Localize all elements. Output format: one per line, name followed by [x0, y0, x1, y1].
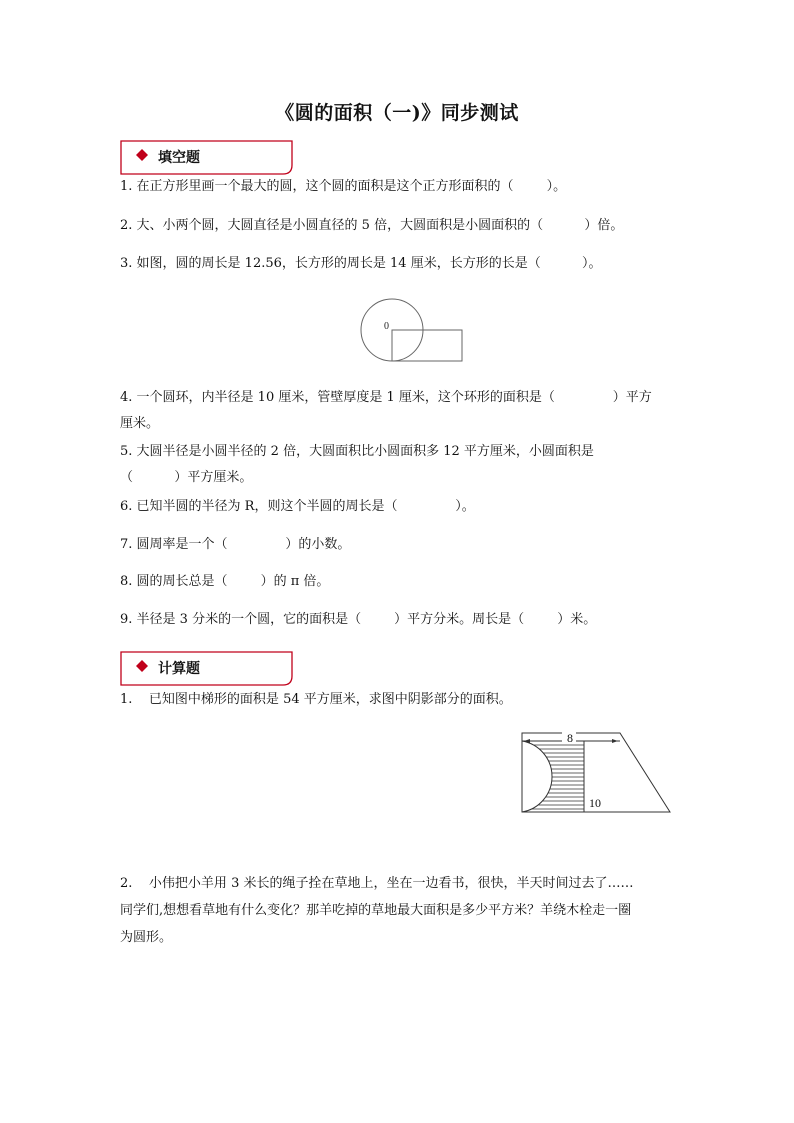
diamond-bullet-icon [136, 149, 148, 161]
question-7: 7. 圆周率是一个（ ）的小数。 [120, 537, 351, 552]
diamond-bullet-icon [136, 660, 148, 672]
question-5-line-1: 5. 大圆半径是小圆半径的 2 倍，大圆面积比小圆面积多 12 平方厘米，小圆面积是 [120, 444, 594, 459]
section-title: 填空题 [158, 150, 200, 166]
calc-question-2-line-1: 2. 小伟把小羊用 3 米长的绳子拴在草地上，坐在一边看书，很快，半天时间过去了…… [120, 876, 634, 891]
calc-question-2-line-2: 同学们,想想看草地有什么变化？那羊吃掉的草地最大面积是多少平方米？羊绕木栓走一圈 [120, 903, 632, 918]
question-8: 8. 圆的周长总是（ ）的 π 倍。 [120, 574, 330, 589]
question-2: 2. 大、小两个圆，大圆直径是小圆直径的 5 倍，大圆面积是小圆面积的（ ）倍。 [120, 218, 624, 233]
section-header-calculation [120, 651, 292, 685]
trapezoid-bottom-label: 10 [589, 796, 601, 810]
trapezoid-top-label: 8 [567, 731, 573, 745]
section-title: 计算题 [158, 661, 200, 677]
trapezoid-figure [514, 728, 674, 818]
section-header-fill-in [120, 140, 292, 174]
circle-rectangle-figure [356, 294, 468, 366]
calc-question-1: 1. 已知图中梯形的面积是 54 平方厘米，求图中阴影部分的面积。 [120, 692, 512, 707]
question-3: 3. 如图，圆的周长是 12.56，长方形的周长是 14 厘米，长方形的长是（ ）。 [120, 256, 602, 271]
question-1: 1. 在正方形里画一个最大的圆，这个圆的面积是这个正方形面积的（ ）。 [120, 179, 567, 194]
question-4-line-1: 4. 一个圆环，内半径是 10 厘米，管壁厚度是 1 厘米，这个环形的面积是（ ）平方 [120, 390, 652, 405]
circle-center-label: 0 [384, 321, 389, 332]
question-6: 6. 已知半圆的半径为 R，则这个半圆的周长是（ ）。 [120, 499, 475, 514]
question-4-line-2: 厘米。 [120, 416, 160, 431]
calc-question-2-line-3: 为圆形。 [120, 930, 173, 945]
question-9: 9. 半径是 3 分米的一个圆，它的面积是（ ）平方分米。周长是（ ）米。 [120, 612, 597, 627]
question-5-line-2: （ ）平方厘米。 [120, 470, 253, 485]
page-title: 《圆的面积（一)》同步测试 [275, 102, 519, 124]
